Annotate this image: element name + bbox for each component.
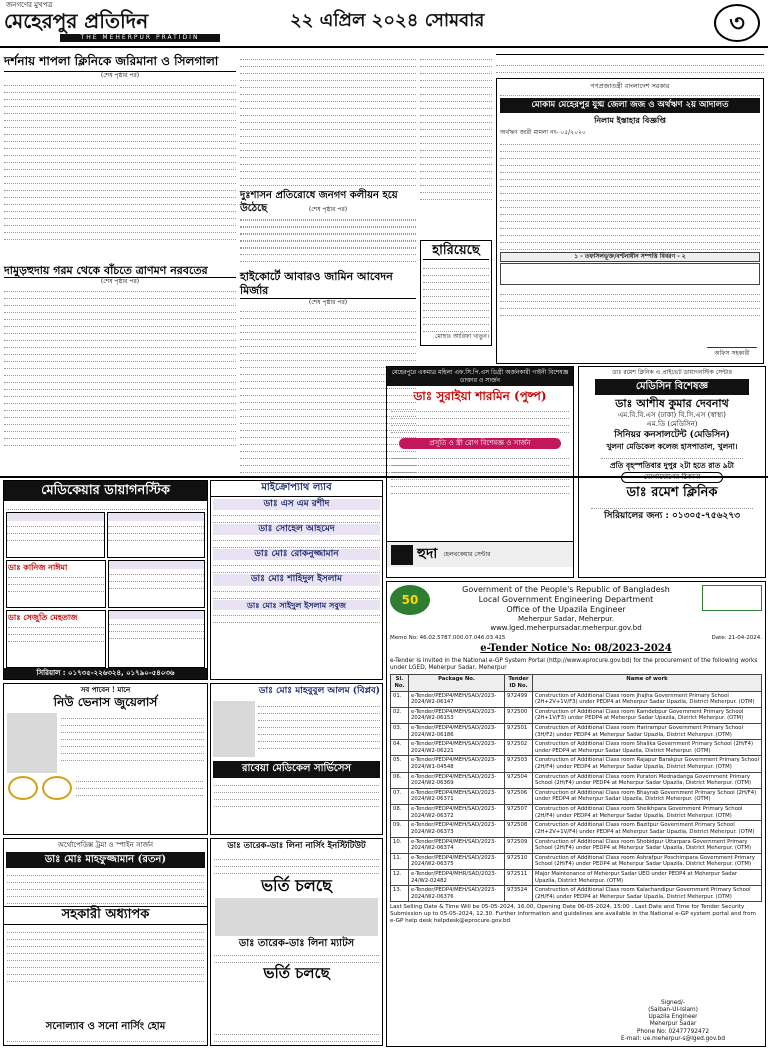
table-cell: Construction of Additional Class room Shalika Government Primary School (2H/F4) under PEDP4 at Meherpur Sadar Upazila, District Meherpur. (OTM) (533, 740, 762, 756)
clinic-name: সনোল্যাব ও সনো নার্সিং হোম (45, 1020, 166, 1032)
table-cell: Construction of Additional Class room Bazitpur Government Primary School (2H+2V+1V/F4) under PEDP4 at Meherpur Sadar Upazila, District Meherpur. (OTM) (533, 821, 762, 837)
signature-line: Meherpur Sadar (649, 1021, 697, 1028)
table-cell: 05. (391, 756, 409, 772)
article-headline: দুঃশাসন প্রতিরোধে জনগণ কলীয়ন হয়ে উঠেছে (240, 190, 416, 215)
tender-intro: e-Tender is invited in the National e-GP System Portal (http://www.eprocure.gov.bd) for the procurement of the following works under LGED, Meherpur Sadar, Meherpur (390, 657, 758, 672)
table-cell: 972501 (505, 724, 533, 740)
tender-date: Date: 21-04-2024. (711, 634, 762, 641)
notice-table (500, 263, 760, 285)
table-cell: e-Tender/PEDP4/MEH/SAD/2023-2024/W2-06147 (409, 691, 505, 707)
table-cell: 11. (391, 853, 409, 869)
huda-name: হুদা (417, 545, 438, 562)
ring-icon (8, 776, 38, 800)
notice-case: অর্থঋণ জারী মামলা নং- ০৫/২০২০ (500, 128, 586, 136)
page-number: ৩ (714, 4, 760, 42)
table-cell: e-Tender/PEDP4/MEH/SAD/2023-2024/W2-06371 (409, 788, 505, 804)
table-cell: Major Maintenance of Meherpur Sadar UEO under PEDP4 at Meherpur Sadar Upazila, District Meherpur. (OTM) (533, 869, 762, 885)
signature-line: Phone No: 02477792472 (636, 1028, 710, 1035)
table-cell: e-Tender/PEDP4/MEH/SAD/2023-2024/W2-06186 (409, 724, 505, 740)
portrait-photo (7, 713, 57, 773)
ad-title: মেডিকেয়ার ডায়াগনস্টিক (4, 481, 207, 501)
tagline: জনগণের মুখপত্র (6, 1, 53, 9)
table-cell: Construction of Additional Class room Shobidpur Uttarpara Government Primary School (2H/F4) under PEDP4 at Meherpur Sadar Upazila, District Meherpur. (OTM) (533, 837, 762, 853)
court-notice (496, 78, 764, 364)
serial-phone: সিরিয়ালের জন্য : ০১৩০৫-৭৫৬২৭৩ (603, 511, 741, 522)
ad-title: ডাঃ তারেক-ডাঃ লিনা নার্সিং ইনস্টিটিউট (227, 841, 366, 851)
article-body (4, 80, 236, 260)
table-cell: 972506 (505, 788, 533, 804)
ad-ashish (578, 366, 766, 578)
doctor-name: ডাঃ মোঃ শাহিদুল ইসলাম (213, 574, 380, 585)
article-column-left (4, 54, 236, 474)
table-cell: 972502 (505, 740, 533, 756)
doctor-card (108, 610, 206, 668)
ad-lina-nursing (210, 838, 383, 1046)
table-cell: 08. (391, 805, 409, 821)
table-cell: 972500 (505, 707, 533, 723)
doctor-degree: এম.বি.বি.এস (ঢাকা) বি.সি.এস (স্বাস্থ্য) (617, 410, 727, 419)
table-cell: e-Tender/PEDP4/MEH/SAD/2023-2024/W2-06373 (409, 821, 505, 837)
tender-office: Office of the Upazila Engineer (506, 605, 626, 614)
table-cell: 972511 (505, 869, 533, 885)
tender-website: www.lged.meherpursadar.meherpur.gov.bd (490, 623, 642, 632)
table-row (391, 740, 762, 756)
table-cell: e-Tender/PEDP4/MEH/SAD/2023-2024/W2-06153 (409, 707, 505, 723)
ad-suraiya (386, 366, 574, 578)
table-row (391, 821, 762, 837)
ad-title-2: ডাঃ তারেক-ডাঃ লিনা ম্যাটস (238, 937, 355, 949)
table-cell: 03. (391, 724, 409, 740)
table-row (391, 886, 762, 902)
tender-table (390, 674, 762, 902)
doctor-name: ডাঃ সেজুতি মেহতাজ (8, 612, 78, 623)
notice-signature (707, 332, 757, 358)
col-header: Sl. No. (391, 675, 409, 691)
table-cell: 12. (391, 869, 409, 885)
table-cell: e-Tender/PEDP4/MEH/SAD/2023-2024/W2-06369 (409, 772, 505, 788)
signature-line: Signed/- (661, 999, 685, 1006)
table-cell: e-Tender/PEDP4/MHR/SAD/2023-24/W2-02482 (409, 869, 505, 885)
doctor-name: ডাঃ মোঃ সাইদুল ইসলাম সবুজ (213, 600, 380, 610)
doctor-title: সহকারী অধ্যাপক (4, 906, 207, 924)
table-row (391, 853, 762, 869)
visit-time: প্রতি বৃহস্পতিবার দুপুর ২টা হতে রাত ৯টা (610, 460, 734, 470)
table-cell: Construction of Additional Class room Kamdebpur Government Primary School (2H+1V/F3) under PEDP4 at Meherpur Sadar Upazila, District Meherpur. (OTM) (533, 707, 762, 723)
ad-top: সব পাবেন ! মানে (80, 685, 131, 694)
ad-specialty: প্রসূতি ও স্ত্রী রোগ বিশেষজ্ঞ ও সার্জন (399, 438, 561, 449)
table-row (391, 691, 762, 707)
table-cell: e-Tender/PEDP4/MEH/SAD/2023-2024/W2-06375 (409, 853, 505, 869)
notice-table-head: ১ - তফসিলভূক্ত/বণ্টনাধীন সম্পত্তি বিবরণ - ২ (500, 252, 760, 262)
table-cell: 13. (391, 886, 409, 902)
signature-line: (Saiban-Ul-Islam) (648, 1006, 698, 1013)
table-row (391, 756, 762, 772)
ring-icon (42, 776, 72, 800)
table-cell: e-Tender/PEDP4/MEH/SAD/2023-2024/W1-04548 (409, 756, 505, 772)
doctor-card (107, 512, 206, 558)
ad-mahfuz (3, 838, 208, 1046)
table-cell: 06. (391, 772, 409, 788)
ad-biplob (210, 683, 383, 835)
col-header: Package No. (409, 675, 505, 691)
emblem-icon: 50 (390, 585, 430, 615)
table-row (391, 788, 762, 804)
ad-title: নিউ ভেনাস জুয়েলার্স (53, 694, 158, 709)
doctor-consultant: সিনিয়র কনসালটেন্ট (মেডিসিন) (614, 430, 730, 441)
article-headline: দর্শনায় শাপলা ক্লিনিকে জরিমানা ও সিলগালা (4, 54, 236, 72)
notice-court-title: মোকাম মেহেরপুর যুগ্ম জেলা জজ ও অর্থঋণ ২য় আদালত (500, 98, 760, 113)
table-cell: 972509 (505, 837, 533, 853)
ad-phone: সিরিয়াল : ০১৭৩৫-২২৬৩২৪, ০১৭৯০-৫৪০৩৬ (4, 668, 207, 679)
lost-title: হারিয়েছে (423, 243, 489, 260)
ad-clinic: রাবেয়া মেডিকেল সার্ভিসেস (213, 761, 380, 778)
table-row (391, 772, 762, 788)
table-cell: 09. (391, 821, 409, 837)
table-cell: 972504 (505, 772, 533, 788)
lost-name: মোছাঃ আরিফা খাতুন। (435, 333, 489, 341)
tender-memo: Memo No: 46.02.5787.000.07.046.03.415 (390, 634, 506, 641)
table-cell: 02. (391, 707, 409, 723)
table-cell: e-Tender/PEDP4/MEH/SAD/2023-2024/W2-06372 (409, 805, 505, 821)
table-cell: e-Tender/PEDP4/MEH/SAD/2023-2024/W2-06376 (409, 886, 505, 902)
admission-label-2: ভর্তি চলছে (263, 964, 330, 983)
doctor-name: ডাঃ মোঃ রোকনুজ্জামান (213, 549, 380, 560)
doctor-name: ডাঃ এস এম রশীদ (213, 499, 380, 510)
notice-gov: গণপ্রজাতন্ত্রী বাংলাদেশ সরকার (590, 82, 670, 90)
table-cell: 972510 (505, 853, 533, 869)
table-row (391, 869, 762, 885)
slogan-box (702, 585, 762, 611)
clinic-name: ডাঃ রমেশ ক্লিনিক (626, 485, 718, 500)
table-cell: e-Tender/PEDP4/MEH/SAD/2023-2024/W2-06374 (409, 837, 505, 853)
doctor-card (6, 560, 106, 608)
continued-label-wrap (240, 206, 416, 214)
ad-top: অর্থোপেডিক্স ট্রমা ও স্পাইন সার্জন (57, 841, 154, 849)
ad-jewellers (3, 683, 208, 835)
table-cell: 04. (391, 740, 409, 756)
rule (496, 54, 764, 58)
continued-label: (শেষ পৃষ্ঠার পর) (100, 278, 140, 286)
huda-banner (387, 541, 573, 567)
doctor-card (108, 560, 206, 608)
table-cell: 972507 (505, 805, 533, 821)
ad-header: মেহেরপুরে একমাত্র মহিলা এফ.সি.পি.এস ডিগ্রী অর্জনকারী গাইনী বিশেষজ্ঞ ডাক্তার ও সার্জন (387, 367, 573, 386)
notice-subtitle: নিলাম ইস্তাহার বিজ্ঞপ্তি (594, 114, 666, 125)
notice-top-text (496, 60, 764, 76)
table-cell: e-Tender/PEDP4/MEH/SAD/2023-2024/W2-06221 (409, 740, 505, 756)
address-label: যোগাযোগের ঠিকানা (621, 472, 723, 483)
signature-mark (707, 332, 757, 348)
tender-location: Meherpur Sadar, Meherpur. (517, 615, 615, 623)
tender-signature (621, 1000, 725, 1043)
ad-title: মাইক্রোপ্যাথ ল্যাব (211, 481, 382, 497)
article-column-narrow (420, 54, 492, 214)
doctor-name: ডাঃ মোঃ মাহবুবুল আলম (বিপ্লব) (258, 686, 380, 696)
table-row (391, 837, 762, 853)
ad-header: ডাঃ রমেশ ক্লিনিক এ প্রাইভেট ডায়াগনস্টিক সেন্টার (612, 369, 732, 376)
issue-date: ২২ এপ্রিল ২০২৪ সোমবার (290, 10, 485, 31)
table-cell: 972503 (505, 756, 533, 772)
table-cell: 07. (391, 788, 409, 804)
doctor-card (6, 610, 106, 668)
group-photo (215, 898, 378, 936)
table-cell: 972508 (505, 821, 533, 837)
ad-micropath-lab (210, 480, 383, 680)
continued-label: (শেষ পৃষ্ঠার পর) (308, 298, 348, 306)
tender-title: e-Tender Notice No: 08/2023-2024 (480, 643, 672, 655)
ad-specialty: মেডিসিন বিশেষজ্ঞ (595, 379, 749, 396)
article-headline: দামুড়হুদায় গরম থেকে বাঁচতে ত্রাণমণ নরবতের (4, 264, 236, 279)
signature-line: Upazila Engineer (648, 1014, 698, 1021)
doctor-card (6, 512, 105, 558)
admission-label: ভর্তি চলছে (261, 875, 332, 895)
table-cell: Construction of Additional Class room Puraton Mednadanga Government Primary School (2H/F4) under PEDP4 at Meherpur Sadar Upazila, District Meherpur. (OTM) (533, 772, 762, 788)
doctor-name: ডাঃ মোঃ মাহফুজ্জামান (রতন) (6, 852, 205, 869)
newspaper-subtitle: THE MEHERPUR PRATIDIN (60, 34, 220, 42)
signature-line: E-mail: ue.meherpur-s@lged.gov.bd (621, 1035, 725, 1042)
table-cell: Construction of Additional Class room Ashrafpur Poschimpara Government Primary School (2H/F4) under PEDP4 at Meherpur Sadar Upazila, District Meherpur. (OTM) (533, 853, 762, 869)
continued-label: (শেষ পৃষ্ঠার পর) (308, 206, 348, 213)
article-headline: হাইকোর্টে আবারও জামিন আবেদন মির্জার (240, 270, 416, 299)
notice-sign-label: অফিস সহকারী (714, 349, 750, 357)
tender-notice (386, 581, 766, 1047)
table-cell: 972499 (505, 691, 533, 707)
col-header: Name of work (533, 675, 762, 691)
masthead (0, 0, 768, 48)
newspaper-name: মেহেরপুর প্রতিদিন (4, 9, 149, 33)
ad-medicare-diagnostic (3, 480, 208, 680)
doctor-md: এম.ডি (মেডিসিন) (646, 419, 698, 428)
huda-sub: হেলথকেয়ার সেন্টার (443, 550, 491, 558)
table-cell: Construction of Additional Class room Jhajha Government Primary School (2H+2V+1V/F3) under PEDP4 at Meherpur Sadar Upazila, District Meherpur. (OTM) (533, 691, 762, 707)
table-cell: Construction of Additional Class room Sheikhpara Government Primary School (2H/F4) under PEDP4 at Meherpur Sadar Upazila, District Meherpur. (OTM) (533, 805, 762, 821)
table-cell: 973524 (505, 886, 533, 902)
lost-notice (420, 240, 492, 346)
table-row (391, 707, 762, 723)
huda-logo-icon (391, 545, 413, 565)
table-row (391, 724, 762, 740)
doctor-hospital: খুলনা মেডিকেল কলেজ হাসপাতাল, খুলনা। (606, 441, 738, 451)
table-cell: Construction of Additional Class room Harirampur Government Primary School (3H/F2) under PEDP4 at Meherpur Sadar Upazila, District Meherpur. (OTM) (533, 724, 762, 740)
article-body (240, 214, 416, 269)
col-header: Tender ID No. (505, 675, 533, 691)
tender-footer: Last Selling Date & Time Will be 05-05-2024, 16.00, Opening Date 06-05-2024, 15:00 . Last Date and Time for Tender Security Submission up to 05-05-2024, 12.30. Further information and guidelines are available in the National e-GP system portal and from e-GP help desk helpdesk@eprocure.gov.bd (390, 904, 756, 925)
tender-gov: Government of the People's Republic of Bangladesh (462, 585, 670, 594)
article-body (4, 286, 236, 446)
doctor-name: ডাঃ আশীষ কুমার দেবনাথ (615, 397, 729, 410)
doctor-name: ডাঃ সুরাইয়া শারমিন (পুষ্প) (413, 389, 547, 403)
tender-dept: Local Government Engineering Department (478, 595, 654, 604)
table-cell: Construction of Additional Class room Kalachandipur Government Primary School (2H/F4) under PEDP4 at Meherpur Sadar Upazila, District Meherpur. (OTM) (533, 886, 762, 902)
doctor-name: ডাঃ কানিজ নাঈমা (8, 562, 68, 573)
table-cell: Construction of Additional Class room Rajapur Barakpur Government Primary School (2H/F4) under PEDP4 at Meherpur Sadar Upazila, District Meherpur. (OTM) (533, 756, 762, 772)
portrait-photo (213, 701, 255, 757)
continued-label: (শেষ পৃষ্ঠার পর) (100, 72, 140, 79)
table-cell: 01. (391, 691, 409, 707)
table-row (391, 805, 762, 821)
table-cell: 10. (391, 837, 409, 853)
table-cell: Construction of Additional Class room Bhayrab Government Primary School (2H/F4) under PEDP4 at Meherpur Sadar Upazila, District Meherpur. (OTM) (533, 788, 762, 804)
doctor-name: ডাঃ সোহেল আহমেদ (213, 524, 380, 535)
